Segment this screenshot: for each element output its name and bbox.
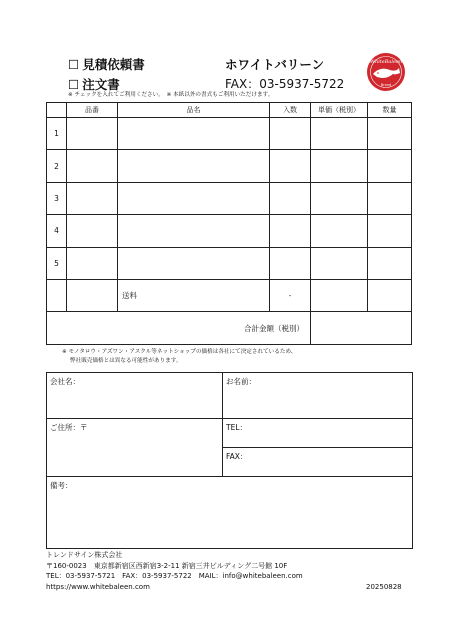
company-name-label: 会社名： — [50, 377, 80, 386]
footer-company: トレンドサイン株式会社 — [46, 551, 123, 559]
product-name-cell[interactable] — [118, 118, 270, 150]
shipping-quantity-cell[interactable] — [368, 279, 412, 311]
shipping-price-cell[interactable] — [311, 279, 368, 311]
table-row — [47, 150, 412, 182]
customer-name-label: お名前： — [226, 377, 256, 386]
row-number: 3 — [47, 182, 67, 214]
product-name-cell[interactable] — [118, 150, 270, 182]
part-number-cell[interactable] — [67, 215, 118, 247]
row-number: 2 — [47, 150, 67, 182]
table-row — [47, 182, 412, 214]
quote-checkbox[interactable]: ☐ — [68, 57, 80, 72]
product-name-cell[interactable] — [118, 182, 270, 214]
row-number: 4 — [47, 215, 67, 247]
table-row — [47, 118, 412, 150]
total-amount-cell[interactable] — [311, 312, 412, 345]
footer-info — [46, 550, 303, 592]
quantity-cell[interactable] — [368, 215, 412, 247]
pack-quantity-cell[interactable] — [270, 215, 311, 247]
tel-field[interactable] — [223, 419, 413, 448]
pack-quantity-cell[interactable] — [270, 247, 311, 279]
row-number: 1 — [47, 118, 67, 150]
remarks-label: 備考： — [50, 481, 73, 490]
quantity-cell[interactable] — [368, 118, 412, 150]
pack-quantity-cell[interactable] — [270, 150, 311, 182]
quote-request-option[interactable] — [68, 55, 145, 73]
row-number — [47, 279, 67, 311]
tel-label: TEL： — [226, 423, 247, 432]
total-row — [47, 312, 412, 345]
order-checkbox[interactable]: ☐ — [68, 77, 80, 92]
quote-request-label: 見積依頼書 — [82, 57, 145, 72]
company-name: ホワイトバリーン — [225, 57, 325, 72]
quantity-cell[interactable] — [368, 182, 412, 214]
brand-logo — [366, 52, 406, 92]
pack-quantity-header: 入数 — [270, 103, 311, 118]
unit-price-cell[interactable] — [311, 247, 368, 279]
product-name-header: 品名 — [118, 103, 270, 118]
company-name-field[interactable] — [47, 373, 223, 419]
product-name-cell[interactable] — [118, 247, 270, 279]
shipping-row — [47, 279, 412, 311]
shipping-pack-quantity: - — [270, 279, 311, 311]
row-number: 5 — [47, 247, 67, 279]
quantity-header: 数量 — [368, 103, 412, 118]
fax-number: FAX：03-5937-5722 — [225, 77, 345, 91]
items-header-row — [47, 103, 412, 118]
unit-price-cell[interactable] — [311, 215, 368, 247]
total-amount-label: 合計金額（税別） — [47, 312, 311, 345]
unit-price-cell[interactable] — [311, 182, 368, 214]
customer-name-field[interactable] — [223, 373, 413, 419]
table-row — [47, 215, 412, 247]
part-number-cell[interactable] — [67, 247, 118, 279]
part-number-cell[interactable] — [67, 279, 118, 311]
pack-quantity-cell[interactable] — [270, 182, 311, 214]
address-field[interactable] — [47, 419, 223, 477]
items-table — [46, 102, 412, 345]
part-number-header: 品番 — [67, 103, 118, 118]
row-number-header — [47, 103, 67, 118]
product-name-cell[interactable] — [118, 215, 270, 247]
part-number-cell[interactable] — [67, 182, 118, 214]
remarks-field[interactable] — [47, 477, 413, 549]
footer-url[interactable]: https://www.whitebaleen.com — [46, 582, 150, 591]
unit-price-cell[interactable] — [311, 150, 368, 182]
footer-contact: TEL：03-5937-5721 FAX：03-5937-5722 MAIL：info@whitebaleen.com — [46, 572, 303, 580]
unit-price-cell[interactable] — [311, 118, 368, 150]
pack-quantity-cell[interactable] — [270, 118, 311, 150]
shipping-label: 送料 — [118, 279, 270, 311]
usage-note: ※ チェックを入れてご利用ください。 ※ 本紙以外の書式もご利用いただけます。 — [68, 92, 274, 98]
fax-field[interactable] — [223, 448, 413, 477]
quantity-cell[interactable] — [368, 150, 412, 182]
customer-table — [46, 372, 413, 549]
part-number-cell[interactable] — [67, 150, 118, 182]
document-code: 20250828 — [366, 583, 402, 591]
footer-address: 〒160-0023 東京都新宿区西新宿3-2-11 新宿三井ビルディング二号館 10F — [46, 561, 288, 570]
logo-text-top: WhiteBaleen — [369, 59, 403, 65]
table-row — [47, 247, 412, 279]
price-note-line-2: 弊社販売価格とは異なる可能性があります。 — [70, 358, 182, 364]
logo-text-bottom: Brand — [380, 83, 392, 87]
address-label: ご住所：〒 — [50, 423, 88, 432]
unit-price-header: 単価（税別） — [311, 103, 368, 118]
order-form-label: 注文書 — [82, 77, 120, 92]
fax-label: FAX： — [226, 452, 248, 461]
quantity-cell[interactable] — [368, 247, 412, 279]
part-number-cell[interactable] — [67, 118, 118, 150]
price-note-line-1: ※ モノタロウ・アズワン・アスクル等ネットショップの価格は各社にて決定されているため、 — [62, 349, 297, 355]
